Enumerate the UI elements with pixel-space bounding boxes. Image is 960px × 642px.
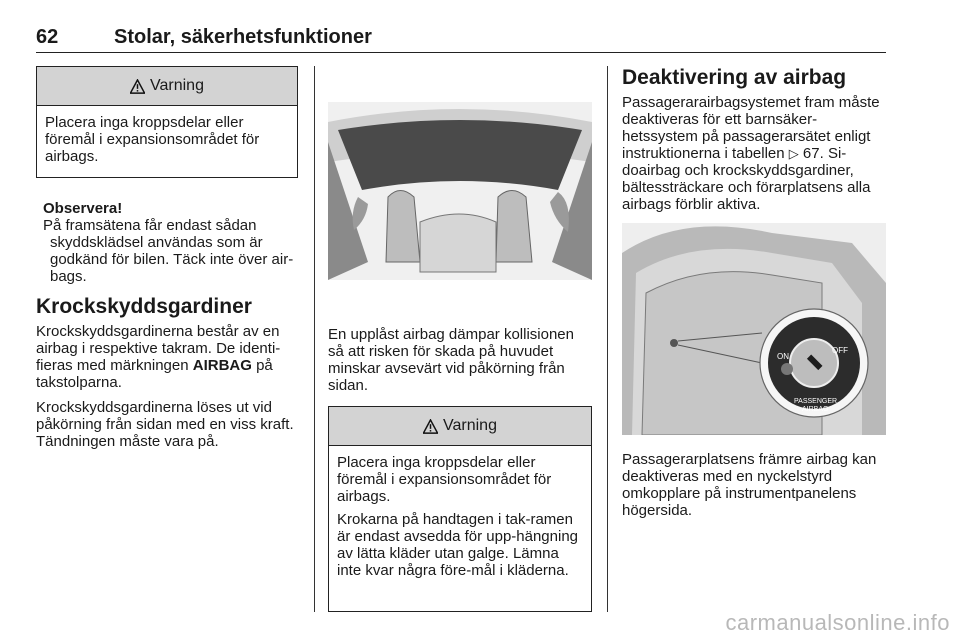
switch-label-line1: PASSENGER bbox=[794, 398, 838, 405]
watermark: carmanualsonline.info bbox=[725, 610, 950, 635]
switch-off-label: OFF bbox=[832, 346, 848, 355]
warning-triangle-icon bbox=[423, 419, 438, 434]
warning-box bbox=[36, 66, 298, 178]
warning-text: Placera inga kroppsdelar eller föremål i expansionsområdet för airbags. bbox=[337, 454, 552, 505]
column-divider bbox=[314, 66, 315, 612]
note bbox=[36, 200, 298, 285]
column-divider bbox=[607, 66, 608, 612]
figure-caption: Passagerarplatsens främre airbag kan deaktiveras med en nyckelstyrd omkopplare på instrumentpanelens högersida. bbox=[622, 451, 877, 519]
warning-text: Krokarna på handtagen i tak-ramen är endast avsedda för upp-hängning av lätta kläder utan galge. Lämna inte kvar några före-mål i kläderna. bbox=[337, 511, 579, 579]
paragraph: Passagerarairbagsystemet fram måste deaktiveras för ett barnsäker-hetssystem på passagerarsätet enligt instruktionerna i tabellen ▷ 67. Si-doairbag och krockskyddsgardiner, bältessträckare och förarplatsens alla airbags förblir aktiva. bbox=[622, 94, 880, 213]
warning-header bbox=[37, 67, 297, 106]
page-header bbox=[36, 24, 886, 53]
note-title: Observera! bbox=[43, 200, 123, 217]
warning-text: Placera inga kroppsdelar eller föremål i expansionsområdet för airbags. bbox=[45, 114, 260, 165]
section-title-curtains: Krockskyddsgardiner bbox=[36, 295, 252, 318]
column-left bbox=[36, 66, 298, 458]
airbag-switch-illustration bbox=[622, 223, 886, 435]
paragraph: Krockskyddsgardinerna löses ut vid påkörning från sidan med en viss kraft. Tändningen måste vara på. bbox=[36, 399, 294, 450]
switch-on-label: ON bbox=[777, 352, 789, 361]
warning-title: Varning bbox=[150, 77, 204, 94]
section-title-deactivation: Deaktivering av airbag bbox=[622, 66, 847, 89]
column-middle bbox=[328, 66, 592, 612]
figure-caption: En upplåst airbag dämpar kollisionen så att risken för skada på huvudet minskar avsevärt vid påkörning från sidan. bbox=[328, 326, 574, 394]
paragraph: Krockskyddsgardinerna består av en airbag i respektive takram. De identi-fieras med märkningen AIRBAG på takstolparna. bbox=[36, 323, 281, 391]
curtain-airbag-illustration bbox=[328, 102, 592, 280]
column-right bbox=[622, 66, 886, 527]
note-text: På framsätena får endast sådan skyddsklädsel användas som är godkänd för bilen. Täck inte över air-bags. bbox=[43, 217, 294, 285]
warning-header bbox=[329, 407, 591, 446]
warning-box bbox=[328, 406, 592, 612]
switch-label-line2: AIRBAG bbox=[802, 406, 829, 413]
warning-triangle-icon bbox=[130, 79, 145, 94]
page-title: Stolar, säkerhetsfunktioner bbox=[114, 26, 372, 48]
page-reference-arrow-icon: ▷ bbox=[788, 146, 799, 161]
page-number: 62 bbox=[36, 26, 59, 48]
airbag-marking: AIRBAG bbox=[192, 357, 252, 374]
warning-title: Varning bbox=[443, 417, 497, 434]
